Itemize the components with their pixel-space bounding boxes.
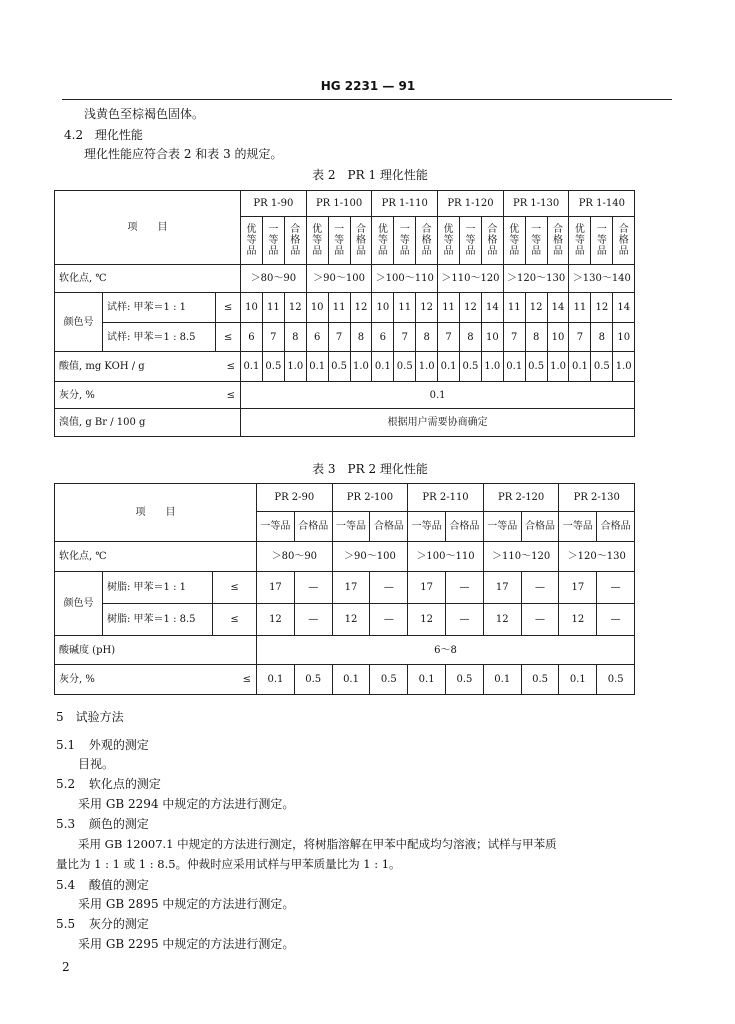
table2-color-value: 10 <box>481 323 503 352</box>
table2-ash-text: 灰分, % <box>59 389 95 401</box>
table2-acid-value: 0.1 <box>438 352 460 382</box>
table2-color-value: 11 <box>569 293 591 323</box>
table2-acid-value: 1.0 <box>481 352 503 382</box>
table3-grade: PR 2-120 <box>483 484 559 512</box>
table3-color-label: 颜色号 <box>55 572 103 636</box>
section-5-1-text: 目视。 <box>78 757 115 771</box>
table3-color-value: 12 <box>559 604 597 636</box>
table2-color-value: 7 <box>394 323 416 352</box>
table2-color-value: 8 <box>350 323 372 352</box>
table3-caption: 表 3 PR 2 理化性能 <box>312 462 428 476</box>
table2-color-value: 8 <box>591 323 613 352</box>
table3 <box>54 483 635 695</box>
table2-subgrade-label: 合格品 <box>355 224 366 257</box>
table2 <box>54 190 635 437</box>
table3-subgrade: 合格品 <box>294 512 332 542</box>
table2-color-value: 8 <box>416 323 438 352</box>
table2-item-header: 项 目 <box>55 191 241 265</box>
table2-acid-value: 0.1 <box>372 352 394 382</box>
page-number: 2 <box>62 960 70 974</box>
table2-color-value: 10 <box>306 293 328 323</box>
header-rule <box>62 99 672 100</box>
table2-color-value: 14 <box>613 293 635 323</box>
section-number: 5.1 <box>56 738 76 752</box>
table2-softening-value: ＞100～110 <box>372 265 438 293</box>
table3-ash-value: 0.1 <box>483 665 521 695</box>
table2-acid-value: 0.5 <box>328 352 350 382</box>
table3-color-value: — <box>446 572 484 604</box>
table3-ash-value: 0.5 <box>294 665 332 695</box>
table3-color-value: 12 <box>257 604 295 636</box>
le-symbol: ≤ <box>226 361 236 372</box>
le-symbol: ≤ <box>216 323 241 352</box>
table2-subgrade <box>481 217 503 265</box>
table3-subgrade: 一等品 <box>559 512 597 542</box>
table3-subgrade: 合格品 <box>597 512 635 542</box>
table2-acid-value: 1.0 <box>547 352 569 382</box>
table2-color-value: 8 <box>525 323 547 352</box>
table3-color-value: — <box>294 572 332 604</box>
table3-ph-label: 酸碱度 (pH) <box>55 636 257 665</box>
table2-color-value: 12 <box>591 293 613 323</box>
table3-color-value: 17 <box>559 572 597 604</box>
table3-ash-value: 0.1 <box>257 665 295 695</box>
le-symbol: ≤ <box>242 674 252 685</box>
table2-color-value: 11 <box>503 293 525 323</box>
section-title: 理化性能 <box>94 128 143 142</box>
table2-subgrade-label: 合格品 <box>618 224 629 257</box>
table2-softening-value: ＞130～140 <box>569 265 635 293</box>
table3-ash-label <box>55 665 257 695</box>
section-number: 5.4 <box>56 878 76 892</box>
table3-subgrade: 一等品 <box>408 512 446 542</box>
table2-color-value: 7 <box>503 323 525 352</box>
section-5-5-text: 采用 GB 2295 中规定的方法进行测定。 <box>78 937 295 951</box>
table3-color-value: 17 <box>332 572 370 604</box>
table2-acid-value: 0.5 <box>394 352 416 382</box>
table2-color-value: 10 <box>547 323 569 352</box>
table2-acid-value: 0.5 <box>525 352 547 382</box>
table2-color-value: 8 <box>460 323 482 352</box>
table2-color-value: 12 <box>350 293 372 323</box>
table2-grade: PR 1-140 <box>569 191 635 217</box>
table2-color-sample-label: 试样: 甲苯＝1 : 1 <box>103 293 216 323</box>
table2-color-value: 12 <box>284 293 306 323</box>
table2-color-value: 6 <box>306 323 328 352</box>
table2-subgrade-label: 一等品 <box>268 224 279 257</box>
table2-color-label: 颜色号 <box>55 293 103 352</box>
table2-subgrade <box>569 217 591 265</box>
table2-color-value: 7 <box>438 323 460 352</box>
section-title: 灰分的测定 <box>88 917 149 931</box>
table2-subgrade <box>262 217 284 265</box>
table2-acid-label <box>55 352 241 382</box>
table2-subgrade <box>613 217 635 265</box>
section-title: 软化点的测定 <box>88 777 161 791</box>
table2-grade: PR 1-110 <box>372 191 438 217</box>
section-number: 5.5 <box>56 917 76 931</box>
table2-color-value: 10 <box>372 293 394 323</box>
le-symbol: ≤ <box>213 572 257 604</box>
table3-ash-value: 0.1 <box>408 665 446 695</box>
table2-subgrade <box>591 217 613 265</box>
standard-number: HG 2231 — 91 <box>320 79 416 93</box>
table2-subgrade-label: 合格品 <box>421 224 432 257</box>
table3-subgrade: 一等品 <box>332 512 370 542</box>
table2-color-value: 6 <box>372 323 394 352</box>
table2-color-value: 12 <box>525 293 547 323</box>
table2-subgrade <box>372 217 394 265</box>
table3-color-value: — <box>597 572 635 604</box>
table2-color-sample-label: 试样: 甲苯＝1 : 8.5 <box>103 323 216 352</box>
table2-softening-label: 软化点, ℃ <box>55 265 241 293</box>
table3-color-value: 17 <box>257 572 295 604</box>
table2-grade: PR 1-100 <box>306 191 372 217</box>
table3-color-value: 12 <box>332 604 370 636</box>
table2-acid-value: 0.1 <box>569 352 591 382</box>
table3-color-value: — <box>370 604 408 636</box>
section-5-3-heading <box>56 815 149 832</box>
section-5-2-text: 采用 GB 2294 中规定的方法进行测定。 <box>78 797 295 811</box>
le-symbol: ≤ <box>213 604 257 636</box>
table2-subgrade <box>306 217 328 265</box>
table3-color-value: — <box>521 572 559 604</box>
table2-acid-value: 0.1 <box>503 352 525 382</box>
table2-color-value: 10 <box>241 293 263 323</box>
table2-acid-value: 1.0 <box>350 352 372 382</box>
table2-acid-value: 1.0 <box>613 352 635 382</box>
table2-subgrade <box>438 217 460 265</box>
table2-color-value: 11 <box>328 293 350 323</box>
table2-subgrade-label: 合格品 <box>487 224 498 257</box>
table2-subgrade <box>284 217 306 265</box>
section-5-3-text: 采用 GB 12007.1 中规定的方法进行测定，将树脂溶解在甲苯中配成均匀溶液；试样与甲苯质 <box>78 837 557 851</box>
table3-softening-value: ＞90～100 <box>332 542 408 572</box>
intro-line: 浅黄色至棕褐色固体。 <box>84 107 205 121</box>
table2-color-value: 12 <box>460 293 482 323</box>
table3-grade: PR 2-110 <box>408 484 484 512</box>
table3-grade: PR 2-90 <box>257 484 333 512</box>
section-4-2-text: 理化性能应符合表 2 和表 3 的规定。 <box>84 147 283 161</box>
table2-acid-value: 0.1 <box>306 352 328 382</box>
table2-color-value: 14 <box>481 293 503 323</box>
table2-subgrade <box>547 217 569 265</box>
table2-color-value: 8 <box>284 323 306 352</box>
table2-subgrade-label: 一等品 <box>465 224 476 257</box>
table2-subgrade-label: 一等品 <box>531 224 542 257</box>
table3-color-value: — <box>370 572 408 604</box>
section-number: 4.2 <box>64 128 84 142</box>
table2-softening-value: ＞120～130 <box>503 265 569 293</box>
table3-subgrade: 合格品 <box>446 512 484 542</box>
table2-subgrade <box>241 217 263 265</box>
table2-acid-text: 酸值, mg KOH / g <box>59 361 145 372</box>
table2-subgrade <box>328 217 350 265</box>
table3-softening-label: 软化点, ℃ <box>55 542 257 572</box>
table3-color-value: 12 <box>408 604 446 636</box>
table2-grade: PR 1-90 <box>241 191 307 217</box>
table2-color-value: 7 <box>328 323 350 352</box>
table2-subgrade-label: 一等品 <box>399 224 410 257</box>
section-title: 外观的测定 <box>88 738 149 752</box>
section-4-2-heading <box>64 126 143 143</box>
table2-acid-value: 1.0 <box>416 352 438 382</box>
table2-caption: 表 2 PR 1 理化性能 <box>312 168 428 182</box>
section-5-4-text: 采用 GB 2895 中规定的方法进行测定。 <box>78 897 295 911</box>
table2-color-value: 10 <box>613 323 635 352</box>
table2-color-value: 11 <box>262 293 284 323</box>
table2-subgrade <box>460 217 482 265</box>
table3-softening-value: ＞120～130 <box>559 542 635 572</box>
section-number: 5.3 <box>56 817 76 831</box>
table2-color-value: 11 <box>394 293 416 323</box>
table3-item-header: 项 目 <box>55 484 257 542</box>
le-symbol: ≤ <box>216 293 241 323</box>
section-5-3-text-cont: 量比为 1 : 1 或 1 : 8.5。仲裁时应采用试样与甲苯质量比为 1 : 1。 <box>56 857 401 871</box>
table2-color-value: 11 <box>438 293 460 323</box>
table3-grade: PR 2-130 <box>559 484 635 512</box>
table3-color-value: 12 <box>483 604 521 636</box>
table2-grade: PR 1-120 <box>438 191 504 217</box>
table3-ash-value: 0.5 <box>370 665 408 695</box>
table2-subgrade <box>394 217 416 265</box>
table2-softening-value: ＞90～100 <box>306 265 372 293</box>
table2-subgrade-label: 一等品 <box>596 224 607 257</box>
table3-color-resin-label: 树脂: 甲苯＝1 : 8.5 <box>103 604 213 636</box>
table2-color-value: 6 <box>241 323 263 352</box>
table2-subgrade <box>350 217 372 265</box>
section-5-5-heading <box>56 915 149 932</box>
table2-color-value: 7 <box>262 323 284 352</box>
table2-subgrade-label: 优等品 <box>377 224 388 257</box>
table2-subgrade-label: 优等品 <box>246 224 257 257</box>
section-title: 酸值的测定 <box>88 878 149 892</box>
table2-acid-value: 0.5 <box>460 352 482 382</box>
table3-ash-text: 灰分, % <box>59 674 95 685</box>
table3-subgrade: 一等品 <box>483 512 521 542</box>
table3-ash-value: 0.1 <box>559 665 597 695</box>
table3-ash-value: 0.1 <box>332 665 370 695</box>
table2-color-value: 7 <box>569 323 591 352</box>
table2-acid-value: 0.1 <box>241 352 263 382</box>
section-5-heading: 5 试验方法 <box>56 710 124 724</box>
table2-subgrade-label: 优等品 <box>574 224 585 257</box>
table2-grade: PR 1-130 <box>503 191 569 217</box>
table2-color-value: 14 <box>547 293 569 323</box>
table3-softening-value: ＞110～120 <box>483 542 559 572</box>
table3-color-value: 17 <box>483 572 521 604</box>
section-5-4-heading <box>56 876 149 893</box>
table2-subgrade-label: 优等品 <box>443 224 454 257</box>
table2-softening-value: ＞110～120 <box>438 265 504 293</box>
table3-ash-value: 0.5 <box>446 665 484 695</box>
table2-subgrade-label: 一等品 <box>334 224 345 257</box>
table3-color-value: 17 <box>408 572 446 604</box>
table3-ph-value: 6～8 <box>257 636 635 665</box>
table3-color-value: — <box>294 604 332 636</box>
table2-subgrade-label: 优等品 <box>509 224 520 257</box>
table3-color-value: — <box>446 604 484 636</box>
table3-subgrade: 合格品 <box>370 512 408 542</box>
table3-softening-value: ＞100～110 <box>408 542 484 572</box>
table2-acid-value: 0.5 <box>591 352 613 382</box>
section-title: 颜色的测定 <box>88 817 149 831</box>
table3-grade: PR 2-100 <box>332 484 408 512</box>
section-5-1-heading <box>56 736 149 753</box>
table2-subgrade <box>525 217 547 265</box>
table2-subgrade-label: 合格品 <box>553 224 564 257</box>
table3-color-value: — <box>521 604 559 636</box>
table2-subgrade-label: 合格品 <box>290 224 301 257</box>
table3-softening-value: ＞80～90 <box>257 542 333 572</box>
table2-acid-value: 0.5 <box>262 352 284 382</box>
table2-subgrade <box>416 217 438 265</box>
table2-ash-label <box>55 382 241 409</box>
le-symbol: ≤ <box>226 389 236 401</box>
table2-subgrade-label: 优等品 <box>312 224 323 257</box>
table2-acid-value: 1.0 <box>284 352 306 382</box>
table3-subgrade: 合格品 <box>521 512 559 542</box>
section-5-2-heading <box>56 775 161 792</box>
table2-ash-value: 0.1 <box>241 382 635 409</box>
table2-bromine-value: 根据用户需要协商确定 <box>241 409 635 437</box>
table3-color-resin-label: 树脂: 甲苯＝1 : 1 <box>103 572 213 604</box>
table2-subgrade <box>503 217 525 265</box>
table2-softening-value: ＞80～90 <box>241 265 307 293</box>
table3-subgrade: 一等品 <box>257 512 295 542</box>
table2-bromine-label: 溴值, g Br / 100 g <box>55 409 241 437</box>
table3-color-value: — <box>597 604 635 636</box>
table3-ash-value: 0.5 <box>521 665 559 695</box>
section-number: 5.2 <box>56 777 76 791</box>
table3-ash-value: 0.5 <box>597 665 635 695</box>
table2-color-value: 12 <box>416 293 438 323</box>
